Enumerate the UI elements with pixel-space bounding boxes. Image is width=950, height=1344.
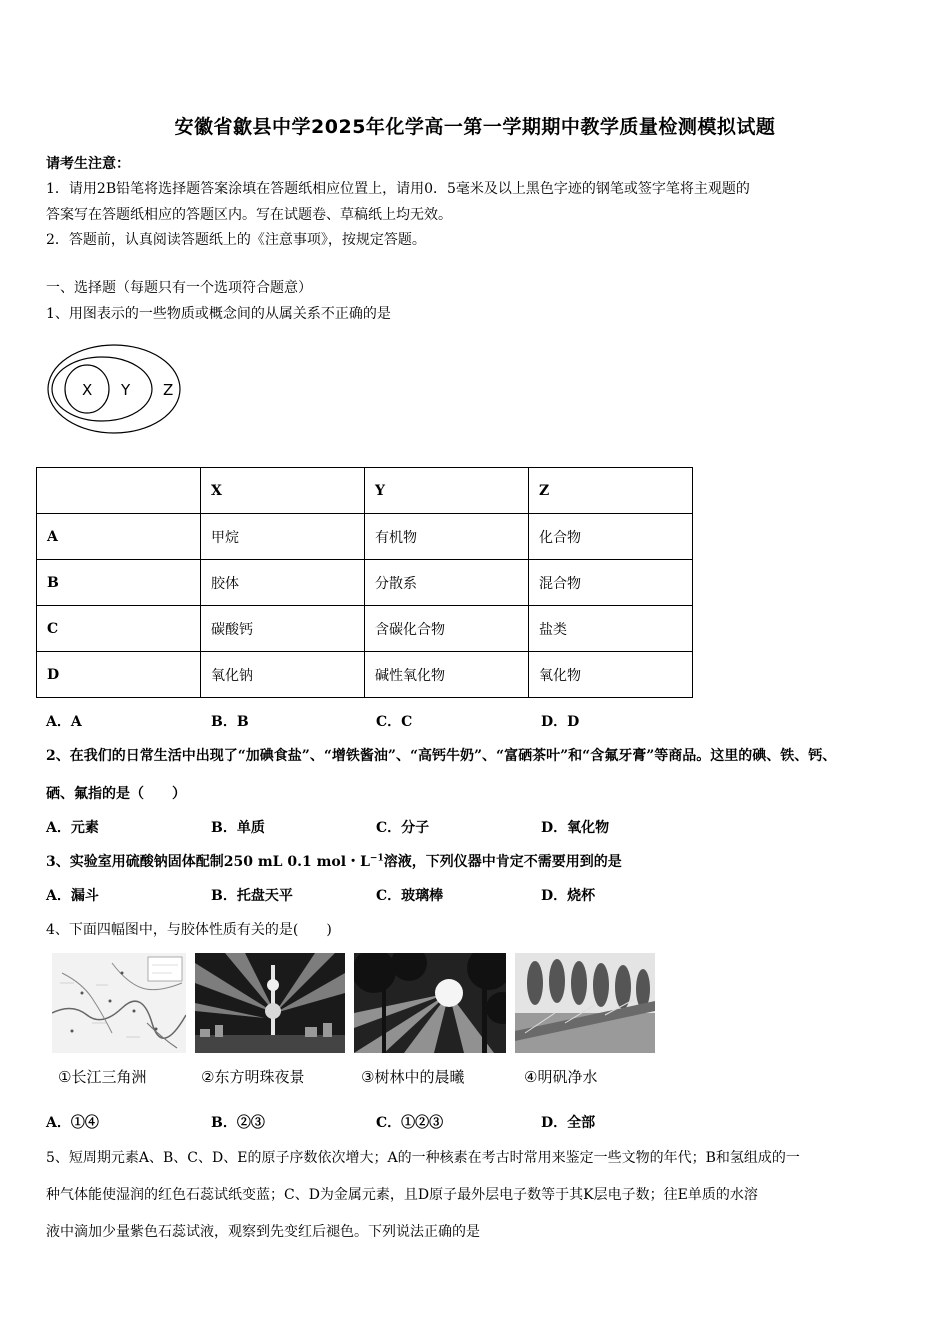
page-title: 安徽省歙县中学2025年化学高一第一学期期中教学质量检测模拟试题 xyxy=(174,116,776,138)
table-cell: C xyxy=(37,606,201,652)
table-row xyxy=(37,652,693,698)
q3-option-d[interactable]: D．烧杯 xyxy=(541,888,596,904)
table-cell: 氧化物 xyxy=(529,652,693,698)
section-heading: 一、选择题（每题只有一个选项符合题意） xyxy=(46,280,312,296)
q4-option-a[interactable]: A．①④ xyxy=(46,1115,99,1131)
diagram-label-y: Y xyxy=(121,381,131,399)
q2-stem-line-1: 2、在我们的日常生活中出现了“加碘食盐”、“增铁酱油”、“高钙牛奶”、“富硒茶叶”和“含氟牙膏”等商品。这里的碘、铁、钙、 xyxy=(46,748,837,764)
q3-stem-post: 溶液，下列仪器中肯定不需要用到的是 xyxy=(383,854,622,870)
q2-option-c[interactable]: C．分子 xyxy=(376,820,430,836)
q3-stem xyxy=(46,851,622,871)
q4-option-d[interactable]: D．全部 xyxy=(541,1115,596,1131)
q2-option-a[interactable]: A．元素 xyxy=(46,820,99,836)
table-row xyxy=(37,560,693,606)
table-cell: 盐类 xyxy=(529,606,693,652)
q1-table xyxy=(36,467,693,698)
q3-option-b[interactable]: B．托盘天平 xyxy=(211,888,293,904)
table-row xyxy=(37,514,693,560)
photo-oriental-pearl-night xyxy=(195,953,345,1053)
table-cell: 胶体 xyxy=(201,560,365,606)
photo-alum-water-purification xyxy=(515,953,655,1053)
q4-option-b[interactable]: B．②③ xyxy=(211,1115,265,1131)
caption-1: ①长江三角洲 xyxy=(58,1068,147,1086)
q3-option-a[interactable]: A．漏斗 xyxy=(46,888,99,904)
notice-line-1a: 1．请用2B铅笔将选择题答案涂填在答题纸相应位置上，请用0．5毫米及以上黑色字迹的钢笔或签字笔将主观题的 xyxy=(46,181,750,197)
q3-option-c[interactable]: C．玻璃棒 xyxy=(376,888,444,904)
q5-stem-line-2: 种气体能使湿润的红色石蕊试纸变蓝；C、D为金属元素，且D原子最外层电子数等于其K层电子数；往E单质的水溶 xyxy=(46,1187,758,1203)
q2-stem-line-2: 硒、氟指的是（ ） xyxy=(46,786,186,802)
notice-line-1b: 答案写在答题纸相应的答题区内。写在试题卷、草稿纸上均无效。 xyxy=(46,207,452,223)
table-cell: A xyxy=(37,514,201,560)
table-cell: 碳酸钙 xyxy=(201,606,365,652)
q3-stem-pre: 3、实验室用硫酸钠固体配制250 mL 0.1 mol・L xyxy=(46,854,370,870)
q4-stem: 4、下面四幅图中，与胶体性质有关的是( ) xyxy=(46,922,332,938)
notice-line-2: 2．答题前，认真阅读答题纸上的《注意事项》，按规定答题。 xyxy=(46,232,426,248)
table-header-cell: Z xyxy=(529,468,693,514)
table-header-cell: X xyxy=(201,468,365,514)
diagram-label-z: Z xyxy=(163,381,174,399)
set-diagram xyxy=(44,338,194,438)
q5-stem-line-1: 5、短周期元素A、B、C、D、E的原子序数依次增大；A的一种核素在考古时常用来鉴定一些文物的年代；B和氢组成的一 xyxy=(46,1150,800,1166)
diagram-label-x: X xyxy=(82,381,93,399)
table-cell: 含碳化合物 xyxy=(365,606,529,652)
table-header-cell: Y xyxy=(365,468,529,514)
table-cell: 分散系 xyxy=(365,560,529,606)
table-row xyxy=(37,606,693,652)
table-header-row xyxy=(37,468,693,514)
q2-option-d[interactable]: D．氧化物 xyxy=(541,820,610,836)
q1-option-b[interactable]: B．B xyxy=(211,714,249,730)
ellipse-y xyxy=(52,357,152,421)
caption-2: ②东方明珠夜景 xyxy=(201,1068,305,1086)
table-cell: 化合物 xyxy=(529,514,693,560)
table-header-cell xyxy=(37,468,201,514)
photo-forest-morning-light xyxy=(354,953,506,1053)
q1-option-d[interactable]: D．D xyxy=(541,714,580,730)
photo-yangtze-delta-map xyxy=(52,953,186,1053)
table-cell: D xyxy=(37,652,201,698)
q3-stem-sup: −1 xyxy=(369,853,384,864)
q1-option-a[interactable]: A．A xyxy=(46,714,82,730)
table-cell: 甲烷 xyxy=(201,514,365,560)
q1-stem: 1、用图表示的一些物质或概念间的从属关系不正确的是 xyxy=(46,306,391,322)
caption-3: ③树林中的晨曦 xyxy=(361,1068,465,1086)
q5-stem-line-3: 液中滴加少量紫色石蕊试液，观察到先变红后褪色。下列说法正确的是 xyxy=(46,1224,480,1240)
table-cell: 氧化钠 xyxy=(201,652,365,698)
table-cell: B xyxy=(37,560,201,606)
table-cell: 混合物 xyxy=(529,560,693,606)
table-cell: 有机物 xyxy=(365,514,529,560)
caption-4: ④明矾净水 xyxy=(524,1068,598,1086)
q1-option-c[interactable]: C．C xyxy=(376,714,413,730)
notice-heading: 请考生注意： xyxy=(46,156,130,172)
q4-option-c[interactable]: C．①②③ xyxy=(376,1115,444,1131)
table-cell: 碱性氧化物 xyxy=(365,652,529,698)
q2-option-b[interactable]: B．单质 xyxy=(211,820,265,836)
